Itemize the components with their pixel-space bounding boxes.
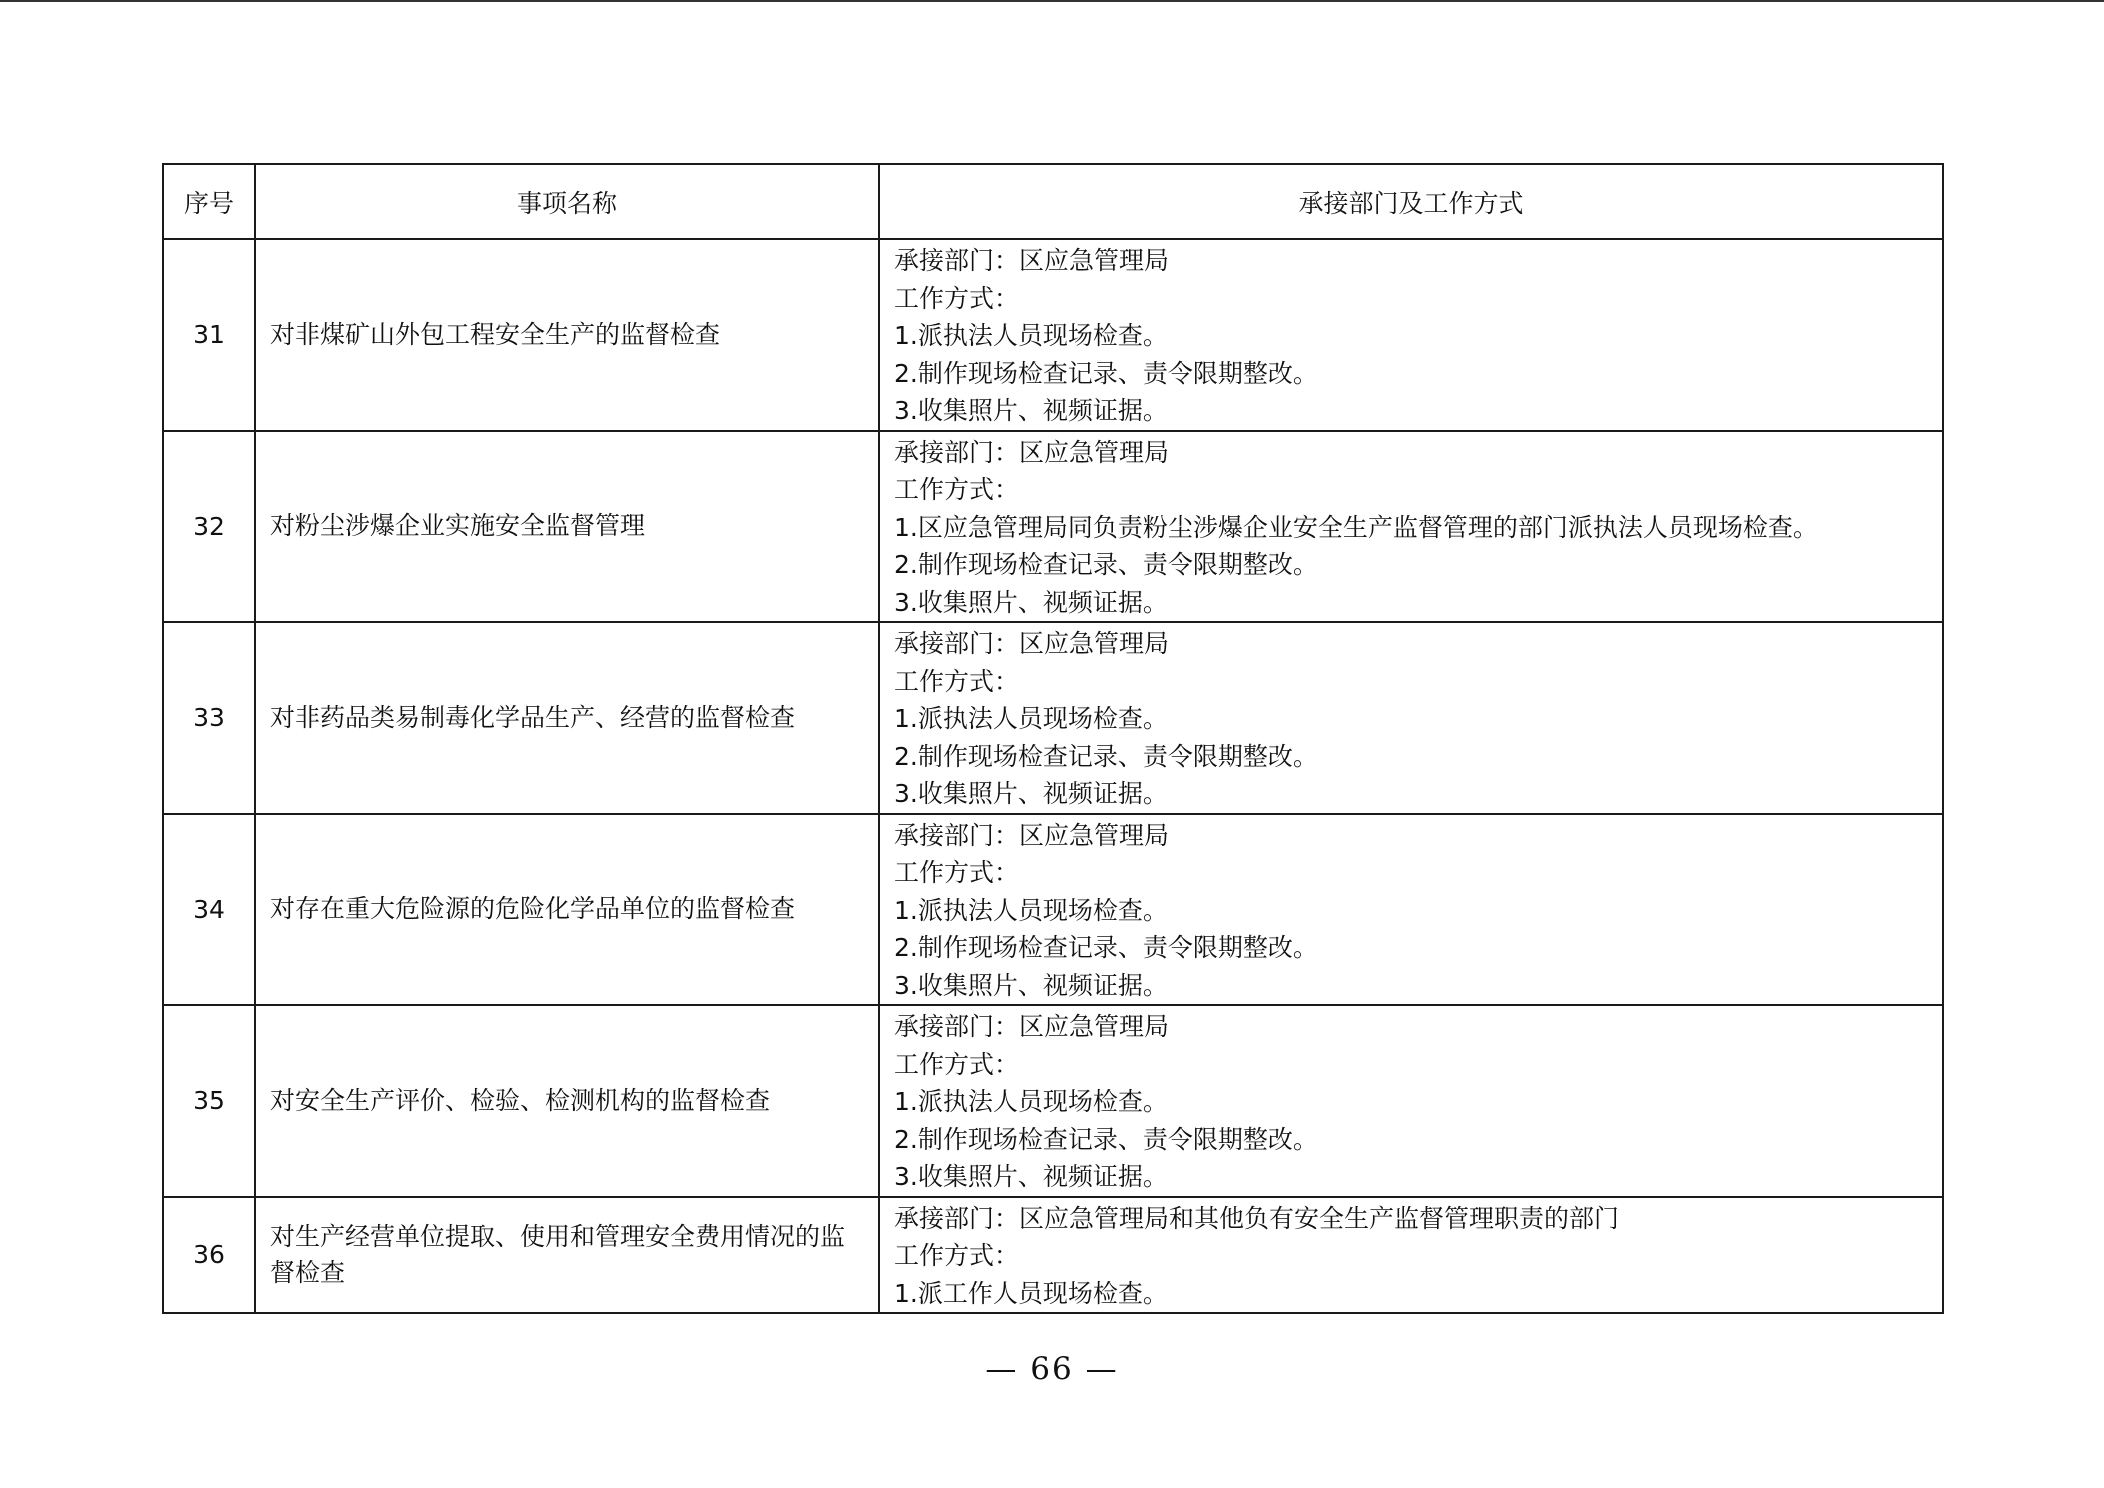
row-item-name: 对安全生产评价、检验、检测机构的监督检查 xyxy=(255,1005,879,1197)
method-line: 3.收集照片、视频证据。 xyxy=(894,1162,1168,1191)
method-line: 3.收集照片、视频证据。 xyxy=(894,587,1168,617)
method-line: 工作方式： xyxy=(894,1049,1020,1079)
method-line: 工作方式： xyxy=(894,858,1020,887)
table-row xyxy=(163,1005,1943,1197)
method-line: 2.制作现场检查记录、责令限期整改。 xyxy=(894,1124,1318,1154)
row-number: 32 xyxy=(163,431,255,623)
method-line: 3.收集照片、视频证据。 xyxy=(894,970,1168,1000)
method-line: 承接部门：区应急管理局 xyxy=(894,1012,1170,1041)
row-method xyxy=(879,1005,1943,1197)
method-line: 承接部门：区应急管理局 xyxy=(894,246,1170,275)
method-line: 3.收集照片、视频证据。 xyxy=(894,779,1168,808)
method-line: 1.区应急管理局同负责粉尘涉爆企业安全生产监督管理的部门派执法人员现场检查。 xyxy=(894,512,1818,542)
matters-table xyxy=(162,163,1944,1314)
method-line: 2.制作现场检查记录、责令限期整改。 xyxy=(894,741,1318,771)
method-line: 1.派执法人员现场检查。 xyxy=(894,1087,1168,1116)
page-number: — 66 — xyxy=(985,1351,1119,1387)
row-item-name: 对粉尘涉爆企业实施安全监督管理 xyxy=(255,431,879,623)
method-line: 3.收集照片、视频证据。 xyxy=(894,396,1168,425)
table-row xyxy=(163,239,1943,431)
method-line: 2.制作现场检查记录、责令限期整改。 xyxy=(894,933,1318,962)
row-number: 36 xyxy=(163,1197,255,1314)
method-line: 2.制作现场检查记录、责令限期整改。 xyxy=(894,550,1318,579)
row-method xyxy=(879,1197,1943,1314)
row-number: 34 xyxy=(163,814,255,1006)
top-border-line xyxy=(0,0,2104,2)
method-line: 1.派工作人员现场检查。 xyxy=(894,1278,1168,1308)
header-department-method: 承接部门及工作方式 xyxy=(879,164,1943,239)
method-line: 承接部门：区应急管理局 xyxy=(894,437,1170,467)
method-line: 工作方式： xyxy=(894,283,1020,313)
row-number: 31 xyxy=(163,239,255,431)
row-item-name: 对存在重大危险源的危险化学品单位的监督检查 xyxy=(255,814,879,1006)
row-number: 35 xyxy=(163,1005,255,1197)
method-line: 工作方式： xyxy=(894,1241,1020,1270)
row-item-name: 对非药品类易制毒化学品生产、经营的监督检查 xyxy=(255,622,879,814)
table-row xyxy=(163,431,1943,623)
method-line: 工作方式： xyxy=(894,475,1020,504)
method-line: 承接部门：区应急管理局 xyxy=(894,820,1170,850)
row-method xyxy=(879,431,1943,623)
row-item-name: 对生产经营单位提取、使用和管理安全费用情况的监督检查 xyxy=(255,1197,879,1314)
table-header-row xyxy=(163,164,1943,239)
header-item-name: 事项名称 xyxy=(255,164,879,239)
row-method xyxy=(879,622,1943,814)
row-method xyxy=(879,814,1943,1006)
method-line: 工作方式： xyxy=(894,666,1020,696)
row-item-name: 对非煤矿山外包工程安全生产的监督检查 xyxy=(255,239,879,431)
row-method xyxy=(879,239,1943,431)
header-number: 序号 xyxy=(163,164,255,239)
method-line: 承接部门：区应急管理局和其他负有安全生产监督管理职责的部门 xyxy=(894,1203,1620,1233)
method-line: 1.派执法人员现场检查。 xyxy=(894,704,1168,733)
table-row xyxy=(163,1197,1943,1314)
method-line: 2.制作现场检查记录、责令限期整改。 xyxy=(894,358,1318,388)
method-line: 1.派执法人员现场检查。 xyxy=(894,895,1168,925)
method-line: 1.派执法人员现场检查。 xyxy=(894,321,1168,350)
table-row xyxy=(163,622,1943,814)
method-line: 承接部门：区应急管理局 xyxy=(894,629,1170,658)
row-number: 33 xyxy=(163,622,255,814)
table-row xyxy=(163,814,1943,1006)
